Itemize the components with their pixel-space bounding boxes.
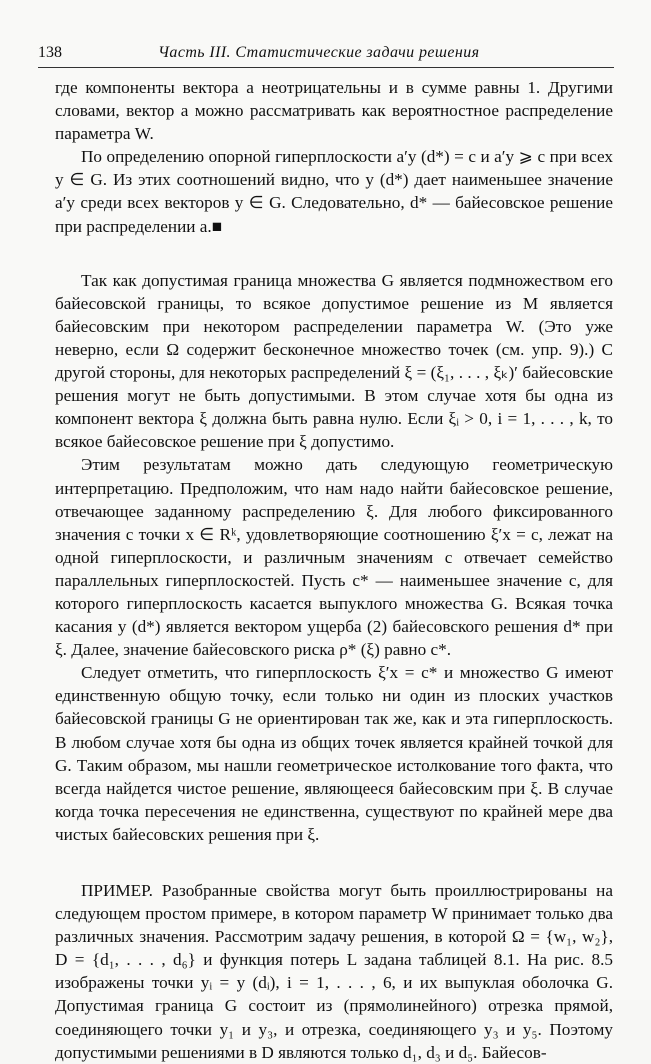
paragraph-proof-end: По определению опорной гиперплоскости a′y (d*) = c и a′y ⩾ c при всех y ∈ G. Из этих соотношений видно, что y (d*) дает наименьшее значение a′y среди всех векторов y ∈ G. Следовательно, d* — байесовское решение при распределении a.■ (55, 147, 613, 236)
page-number: 138 (38, 44, 62, 61)
paragraph-example: ПРИМЕР. Разобранные свойства могут быть проиллюстрированы на следующем простом примере, в котором параметр W принимает только два различных значения. Рассмотрим задачу решения, в которой Ω = {w₁, w₂}, D = {d₁, . . . , d₆} и функция потерь L задана таблицей 8.1. На рис. 8.5 изображены точки yᵢ = y (dᵢ), i = 1, . . . , 6, и их выпуклая оболочка G. Допустимая граница G состоит из (прямолинейного) отрезка прямой, соединяющего точки y₁ и y₃, и отрезка, соединяющего y₃ и y₅. Поэтому допустимыми решениями в D являются только d₁, d₃ и d₅. Байесов- (55, 881, 613, 1062)
paragraph-geometric-interpretation: Этим результатам можно дать следующую геометрическую интерпретацию. Предположим, что нам надо найти байесовское решение, отвечающее заданному распределению ξ. Для любого фиксированного значения c точки x ∈ Rᵏ, удовлетворяющие соотношению ξ′x = c, лежат на одной гиперплоскости, и различным значениям c отвечает семейство параллельных гиперплоскостей. Пусть c* — наименьшее значение c, для которого гиперплоскость касается выпуклого множества G. Всякая точка касания y (d*) является вектором ущерба (2) байесовского решения d* при ξ. Далее, значение байесовского риска ρ* (ξ) равно c*. (55, 455, 613, 660)
running-head (38, 40, 614, 64)
paragraph-note: Следует отметить, что гиперплоскость ξ′x = c* и множество G имеют единственную общую точку, если только ни один из плоских участков байесовской границы G не ориентирован так же, как и эта гиперплоскость. В любом случае хотя бы одна из общих точек является крайней точкой для G. Таким образом, мы нашли геометрическое истолкование того факта, что всегда найдется чистое решение, являющееся байесовским при ξ. В случае когда точка пересечения не единственна, существуют по крайней мере два чистых байесовских решения при ξ. (55, 663, 613, 844)
paragraph-admissible-boundary: Так как допустимая граница множества G является подмножеством его байесовской границы, то всякое допустимое решение из M является байесовским при некотором распределении параметра W. (Это уже неверно, если Ω содержит бесконечное множество точек (см. упр. 9).) С другой стороны, для некоторых распределений ξ = (ξ₁, . . . , ξₖ)′ байесовские решения могут не быть допустимыми. В этом случае хотя бы одна из компонент вектора ξ должна быть равна нулю. Если ξᵢ > 0, i = 1, . . . , k, то всякое байесовское решение при ξ допустимо. (55, 270, 613, 452)
paragraph-gap (55, 846, 613, 879)
body-text (55, 76, 613, 1064)
paragraph-gap (55, 238, 613, 269)
running-title: Часть III. Статистические задачи решения (158, 44, 480, 61)
paragraph-continuation: где компоненты вектора a неотрицательны и в сумме равны 1. Другими словами, вектор a можно рассматривать как вероятностное распределение параметра W. (55, 78, 613, 144)
header-rule (38, 67, 614, 68)
